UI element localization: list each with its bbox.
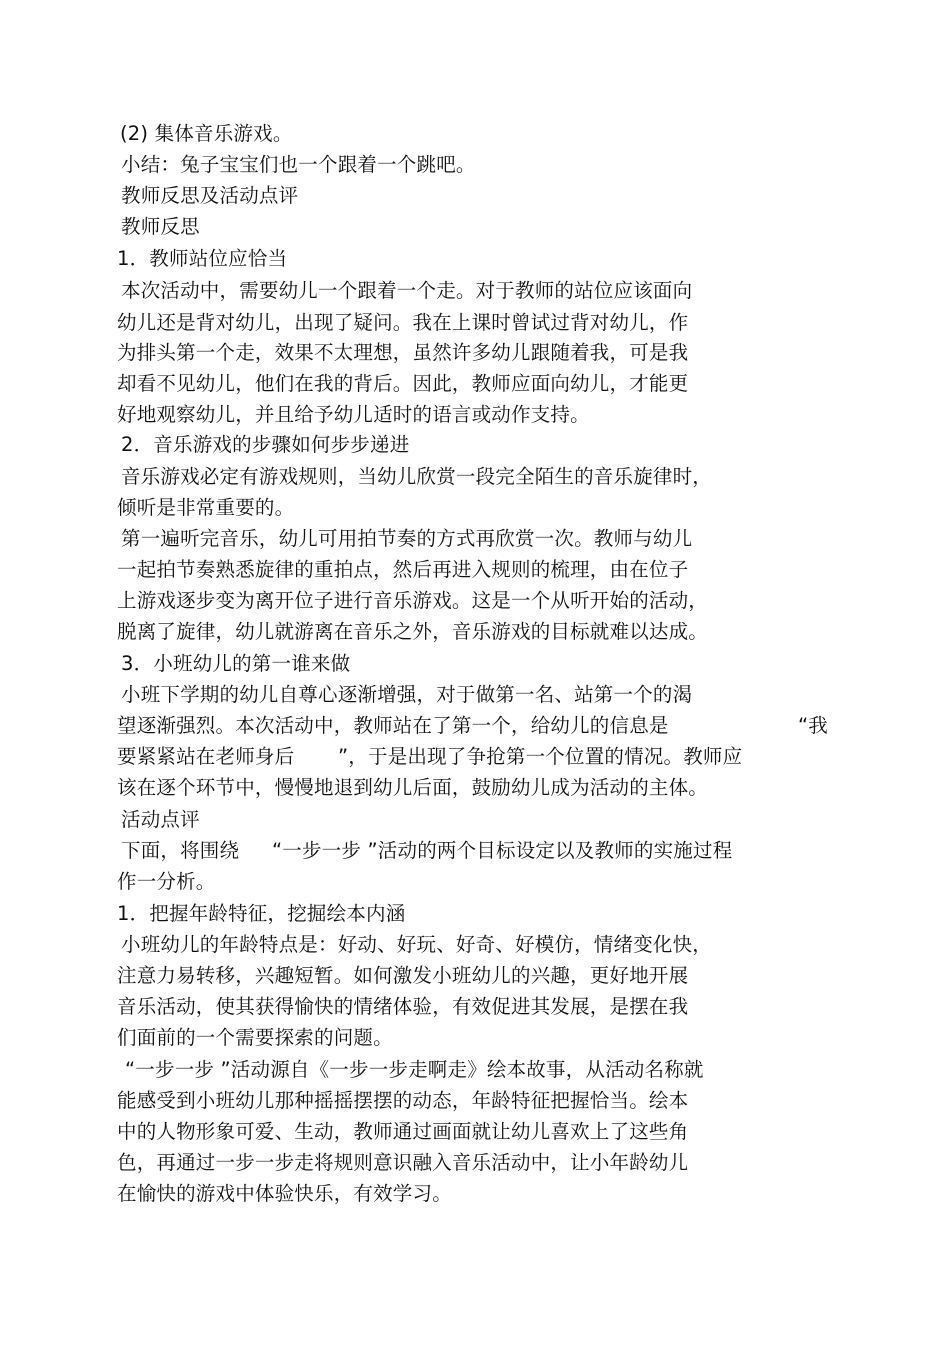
text-fragment: “我 — [798, 714, 829, 737]
text-line: 第一遍听完音乐，幼儿可用拍节奏的方式再欣赏一次。教师与幼儿 — [121, 527, 693, 550]
text-line: 一起拍节奏熟悉旋律的重拍点，然后再进入规则的梳理，由在位子 — [117, 558, 689, 581]
text-fragment: ”，于是出现了争抢第一个位置的情况。教师应 — [338, 745, 743, 768]
text-line: 幼儿还是背对幼儿，出现了疑问。我在上课时曾试过背对幼儿，作 — [117, 311, 689, 334]
text-line: 作一分析。 — [117, 870, 216, 893]
text-line: 却看不见幼儿，他们在我的背后。因此，教师应面向幼儿，才能更 — [117, 372, 689, 395]
numbered-heading: 2．音乐游戏的步骤如何步步递进 — [121, 433, 410, 456]
text-line: 小班下学期的幼儿自尊心逐渐增强，对于做第一名、站第一个的渴 — [121, 683, 693, 706]
text-line: 要紧紧站在老师身后 — [117, 745, 295, 768]
text-line: 音乐活动，使其获得愉快的情绪体验，有效促进其发展，是摆在我 — [117, 995, 689, 1018]
subsection-heading: 活动点评 — [121, 808, 200, 831]
text-line: 上游戏逐步变为离开位子进行音乐游戏。这是一个从听开始的活动， — [117, 589, 709, 612]
text-line: 能感受到小班幼儿那种摇摇摆摆的动态，年龄特征把握恰当。绘本 — [117, 1089, 689, 1112]
text-line: 色，再通过一步一步走将规则意识融入音乐活动中，让小年龄幼儿 — [117, 1151, 689, 1174]
text-line: 该在逐个环节中，慢慢地退到幼儿后面，鼓励幼儿成为活动的主体。 — [117, 776, 709, 799]
numbered-heading: 1．把握年龄特征，挖掘绘本内涵 — [117, 902, 406, 925]
text-line: 本次活动中，需要幼儿一个跟着一个走。对于教师的站位应该面向 — [121, 279, 693, 302]
text-line: 下面，将围绕 — [121, 839, 240, 862]
text-line: (2) 集体音乐游戏。 — [120, 122, 293, 145]
text-line: 在愉快的游戏中体验快乐，有效学习。 — [117, 1182, 452, 1205]
subsection-heading: 教师反思 — [121, 215, 200, 238]
text-line: 中的人物形象可爱、生动，教师通过画面就让幼儿喜欢上了这些角 — [117, 1120, 689, 1143]
numbered-heading: 3．小班幼儿的第一谁来做 — [121, 652, 351, 675]
text-line: 音乐游戏必定有游戏规则，当幼儿欣赏一段完全陌生的音乐旋律时， — [121, 465, 713, 488]
numbered-heading: 1．教师站位应恰当 — [117, 247, 288, 270]
text-line: 们面前的一个需要探索的问题。 — [117, 1026, 393, 1049]
text-line: 好地观察幼儿，并且给予幼儿适时的语言或动作支持。 — [117, 403, 590, 426]
text-fragment: “一步一步 ”活动的两个目标设定以及教师的实施过程 — [272, 839, 733, 862]
section-heading: 教师反思及活动点评 — [121, 184, 299, 207]
text-line: “一步一步 ”活动源自《一步一步走啊走》绘本故事，从活动名称就 — [125, 1058, 704, 1081]
text-line: 脱离了旋律，幼儿就游离在音乐之外，音乐游戏的目标就难以达成。 — [117, 620, 709, 643]
text-line: 望逐渐强烈。本次活动中，教师站在了第一个，给幼儿的信息是 — [117, 714, 669, 737]
text-line: 小班幼儿的年龄特点是：好动、好玩、好奇、好模仿，情绪变化快， — [121, 933, 713, 956]
text-line: 倾听是非常重要的。 — [117, 496, 295, 519]
text-line: 注意力易转移，兴趣短暂。如何激发小班幼儿的兴趣，更好地开展 — [117, 964, 689, 987]
text-line: 为排头第一个走，效果不太理想，虽然许多幼儿跟随着我，可是我 — [117, 341, 689, 364]
text-line: 小结：兔子宝宝们也一个跟着一个跳吧。 — [121, 153, 476, 176]
